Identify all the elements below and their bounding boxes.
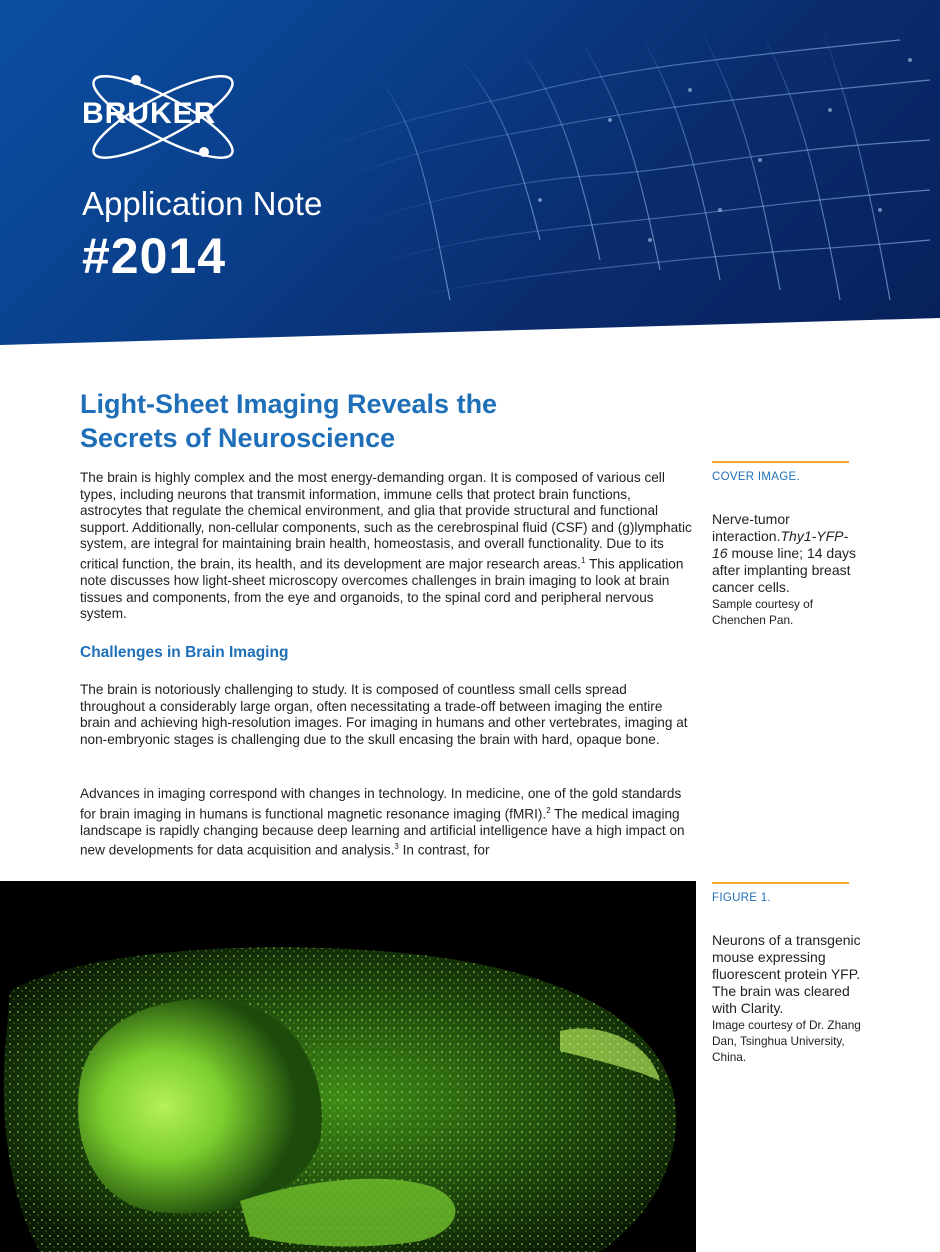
logo-text: BRUKER	[82, 97, 217, 130]
cover-text-b: mouse line; 14 days after implanting breast cancer cells.	[712, 545, 856, 595]
cover-text-italic: Thy1-YFP-16	[712, 528, 849, 561]
cover-text	[712, 511, 862, 596]
cover-image-caption	[712, 461, 862, 628]
intro-paragraph	[80, 470, 695, 623]
figure-1-caption	[712, 882, 862, 1065]
footnote-ref-3: 3	[394, 842, 399, 852]
caption-divider	[712, 461, 849, 463]
intro-text: The brain is highly complex and the most energy-demanding organ. It is composed of various cell types, including neurons that transmit information, immune cells that protect brain functions, astrocytes that regulate the chemical environment, and glia that provide structural and functional support. Additionally, non-cellular components, such as the cerebrospinal fluid (CSF) and (g)lymphatic system, are integral for maintaining brain health, homeostasis, and overall functionality. Due to its critical function, the brain, its health, and its development are major research areas.	[80, 470, 692, 572]
application-note-number: #2014	[82, 228, 227, 284]
figure-credit: Image courtesy of Dr. Zhang Dan, Tsinghua University, China.	[712, 1018, 861, 1064]
advances-text-c: In contrast, for	[398, 842, 490, 858]
figure-text: Neurons of a transgenic mouse expressing fluorescent protein YFP. The brain was cleared with Clarity.	[712, 932, 861, 1016]
footnote-ref-1: 1	[580, 555, 586, 565]
figure-1-image	[0, 881, 696, 1252]
figure-label: FIGURE 1.	[712, 892, 771, 904]
cover-label: COVER IMAGE.	[712, 471, 800, 483]
advances-text-b: The medical imaging landscape is rapidly changing because deep learning and artificial intelligence have a high impact on new developments for data acquisition and analysis.	[80, 806, 685, 858]
neuron-background-image	[0, 0, 940, 345]
advances-text-a: Advances in imaging correspond with changes in technology. In medicine, one of the gold standards for brain imaging in humans is functional magnetic resonance imaging (fMRI).	[80, 786, 682, 822]
cover-credit: Sample courtesy of Chenchen Pan.	[712, 597, 813, 627]
section-heading: Challenges in Brain Imaging	[80, 644, 289, 661]
caption-divider	[712, 882, 849, 884]
challenges-paragraph: The brain is notoriously challenging to study. It is composed of countless small cells spread throughout a considerably large organ, often necessitating a trade-off between imaging the entire brain and achieving high-resolution images. For imaging in humans and other vertebrates, imaging at non-embryonic stages is challenging due to the skull encasing the brain with hard, opaque bone.	[80, 682, 688, 747]
advances-paragraph	[80, 786, 695, 859]
application-note-label: Application Note	[82, 185, 323, 222]
page-title	[80, 387, 640, 455]
title-line-1: Light-Sheet Imaging Reveals the	[80, 389, 498, 419]
fluorescent-brain-image	[0, 881, 696, 1252]
footnote-ref-2: 2	[546, 805, 551, 815]
title-line-2: Secrets of Neuroscience	[80, 423, 396, 453]
header-banner	[0, 0, 940, 345]
intro-text-tail: This application note discusses how light-sheet microscopy overcomes challenges in brain imaging to look at brain tissues and components, from the eye and organoids, to the spinal cord and peripheral nervous system.	[80, 556, 684, 622]
cover-text-a: Nerve-tumor interaction.	[712, 511, 790, 544]
